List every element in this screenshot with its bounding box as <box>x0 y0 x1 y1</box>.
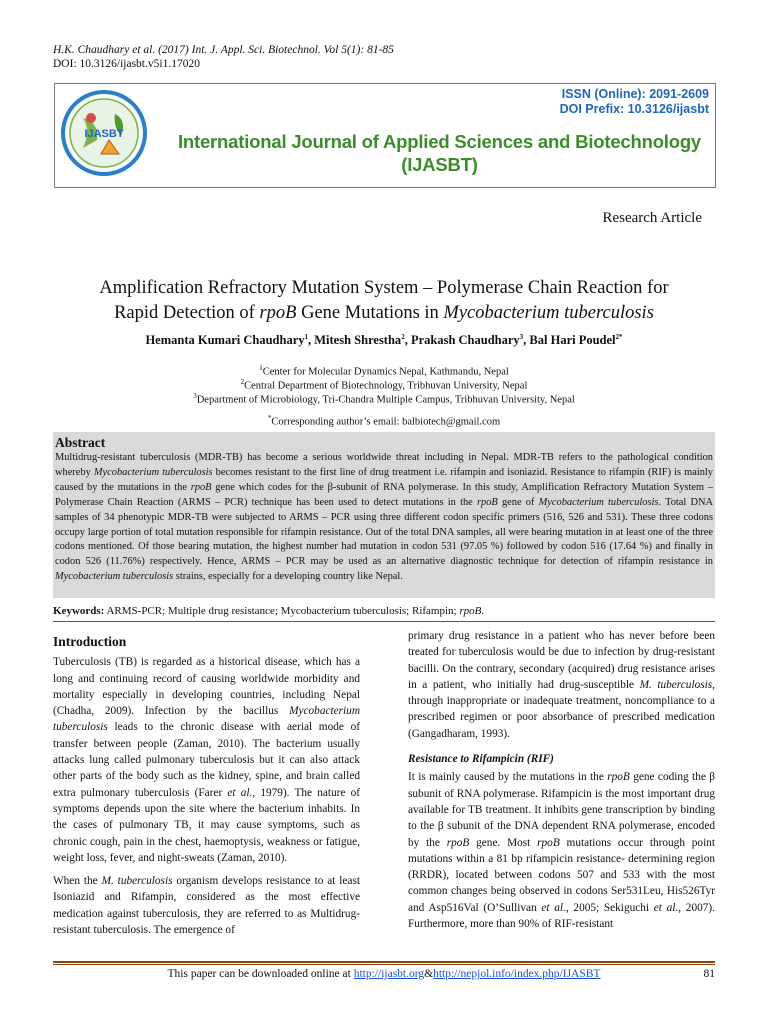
logo-text: IJASBT <box>84 128 124 140</box>
right-column <box>408 628 715 932</box>
divider <box>53 621 715 622</box>
author-name: Bal Hari Poudel <box>529 333 616 348</box>
author-name: Prakash Chaudhary <box>410 333 520 348</box>
journal-link[interactable]: http://ijasbt.org <box>353 968 425 980</box>
author-list: Hemanta Kumari Chaudhary$^1$, Mitesh Shrestha$^2$, Prakash Chaudhary$^3$, Bal Hari Poudel$^{2*}$ <box>145 333 623 348</box>
affiliation: $^3$Department of Microbiology, Tri-Chandra Multiple Campus, Tribhuvan University, Nepal <box>193 392 575 406</box>
paper-title <box>40 276 728 326</box>
nepjol-link[interactable]: http://nepjol.info/index.php/IJASBT <box>433 968 601 980</box>
issn-text: ISSN (Online): 2091-2609 <box>561 87 709 101</box>
doi-prefix: DOI Prefix: 10.3126/ijasbt <box>559 102 709 116</box>
journal-name-line1: International Journal of Applied Sciences and Biotechnology <box>177 131 702 152</box>
journal-logo <box>61 90 147 176</box>
intro-paragraph: Tuberculosis (TB) is regarded as a historical disease, which has a long and continuing record of causing worldwide morbidity and mortality especially in developing countries, including Nepal (Chadha, 2009). Infection by the bacillus Mycobacterium tuberculosis leads to the chronic disease with aerial mode of transfer between people (Zaman, 2010). The bacterium usually attacks lung called pulmonary tuberculosis but it can also attack other parts of the body such as the kidney, spine, and brain called extra pulmonary tuberculosis (Farer et al., 1979). The nature of symptoms depends upon the site where the bacterium inhabits. In the cases of pulmonary TB, it may cause symptoms, such as chronic cough, pain in the chest, haemoptysis, weakness or fatigue, weight loss, fever, and night-sweats (Zaman, 2010). <box>53 656 360 864</box>
page-number: 81 <box>703 968 715 980</box>
footer: This paper can be downloaded online at http://ijasbt.org&http://nepjol.info/index.php/IJASBT <box>167 968 601 980</box>
footer-rule <box>53 961 715 963</box>
journal-banner <box>54 83 716 188</box>
left-column <box>53 634 360 938</box>
affiliation: $^2$Central Department of Biotechnology, Tribhuvan University, Nepal <box>240 378 528 392</box>
keywords: Keywords: ARMS-PCR; Multiple drug resistance; Mycobacterium tuberculosis; Rifampin; rpoB. <box>53 605 485 617</box>
title-line1: Amplification Refractory Mutation System – Polymerase Chain Reaction for <box>99 278 669 298</box>
footer-rule <box>53 964 715 965</box>
intro-heading: Introduction <box>53 634 127 649</box>
affiliation: $^1$Center for Molecular Dynamics Nepal, Kathmandu, Nepal <box>259 364 509 378</box>
body-paragraph: primary drug resistance in a patient who has never before been treated for tuberculosis would be due to infection by drug-resistant bacilli. On the contrary, secondary (acquired) drug resistance arises in a patient, who initially had drug-susceptible M. tuberculosis, through inappropriate or inadequate treatment, noncompliance to a prescribed regimen or poor absorbance of prescribed medication (Gangadharam, 1993). <box>408 630 715 740</box>
abstract-heading: Abstract <box>55 435 106 450</box>
body-paragraph: It is mainly caused by the mutations in the rpoB gene coding the β subunit of RNA polymerase. Rifampicin is the most important drug available for TB treatment. It inhibits gene transcription by binding to the β subunit of the DNA dependent RNA polymerase, encoded by the rpoB gene. Most rpoB mutations occur through point mutations within a 81 bp rifampicin resistance- determining region (RRDR), located between codons 507 and 533 with the most common changes being observed in codons Ser531Leu, His526Tyr and Asp516Val (O’Sullivan et al., 2005; Sekiguchi et al., 2007). Furthermore, more than 90% of RIF-resistant <box>408 771 715 931</box>
corresponding-author: *Corresponding author’s email: balbiotech@gmail.com <box>267 414 501 428</box>
abstract-box <box>53 432 715 598</box>
issn-block <box>560 87 709 117</box>
section-subheading: Resistance to Rifampicin (RIF) <box>408 753 554 766</box>
citation-line: H.K. Chaudhary et al. (2017) Int. J. Appl. Sci. Biotechnol. Vol 5(1): 81-85 <box>53 44 394 56</box>
journal-name-line2: (IJASBT) <box>401 154 478 175</box>
author-name: Mitesh Shrestha <box>314 333 402 348</box>
doi-line: DOI: 10.3126/ijasbt.v5i1.17020 <box>53 58 200 70</box>
title-line2: Rapid Detection of rpoB Gene Mutations in Mycobacterium tuberculosis <box>114 303 654 323</box>
article-type: Research Article <box>602 210 702 226</box>
intro-paragraph: When the M. tuberculosis organism develops resistance to at least Isoniazid and Rifampin, considered as the most effective medication against tuberculosis, they are referred to as Multidrug-resistant tuberculosis. The emergence of <box>53 875 360 937</box>
journal-name <box>167 130 712 176</box>
abstract-text: Multidrug-resistant tuberculosis (MDR-TB) has become a serious worldwide threat including in Nepal. MDR-TB refers to the pathological condition whereby Mycobacterium tuberculosis becomes resistant to the first line of drug treatment i.e. rifampin and isoniazid. Resistance to rifampin (RIF) is mainly caused by the mutations in the rpoB gene which codes for the β-subunit of RNA polymerase. In this study, Amplification Refractory Mutation System – Polymerase Chain Reaction (ARMS – PCR) technique has been used to detect mutations in the rpoB gene of Mycobacterium tuberculosis. Total DNA samples of 34 phenotypic MDR-TB were subjected to ARMS – PCR using three different codon specific primers (516, 526 and 531). These three codons occupy large portion of total mutation responsible for rifampin resistance. Out of the total DNA samples, all were bearing mutation in at least one of the three codons mentioned. Of those bearing mutation, the highest number had mutation in codon 531 (97.05 %) followed by codon 516 (17.64 %) and finally in codon 526 (11.76%) respectively. Hence, ARMS – PCR may be used as an alternative diagnostic technique for detection of rifampin resistance in Mycobacterium tuberculosis strains, especially for a developing country like Nepal. <box>55 452 714 583</box>
author-name: Hemanta Kumari Chaudhary <box>145 333 305 348</box>
